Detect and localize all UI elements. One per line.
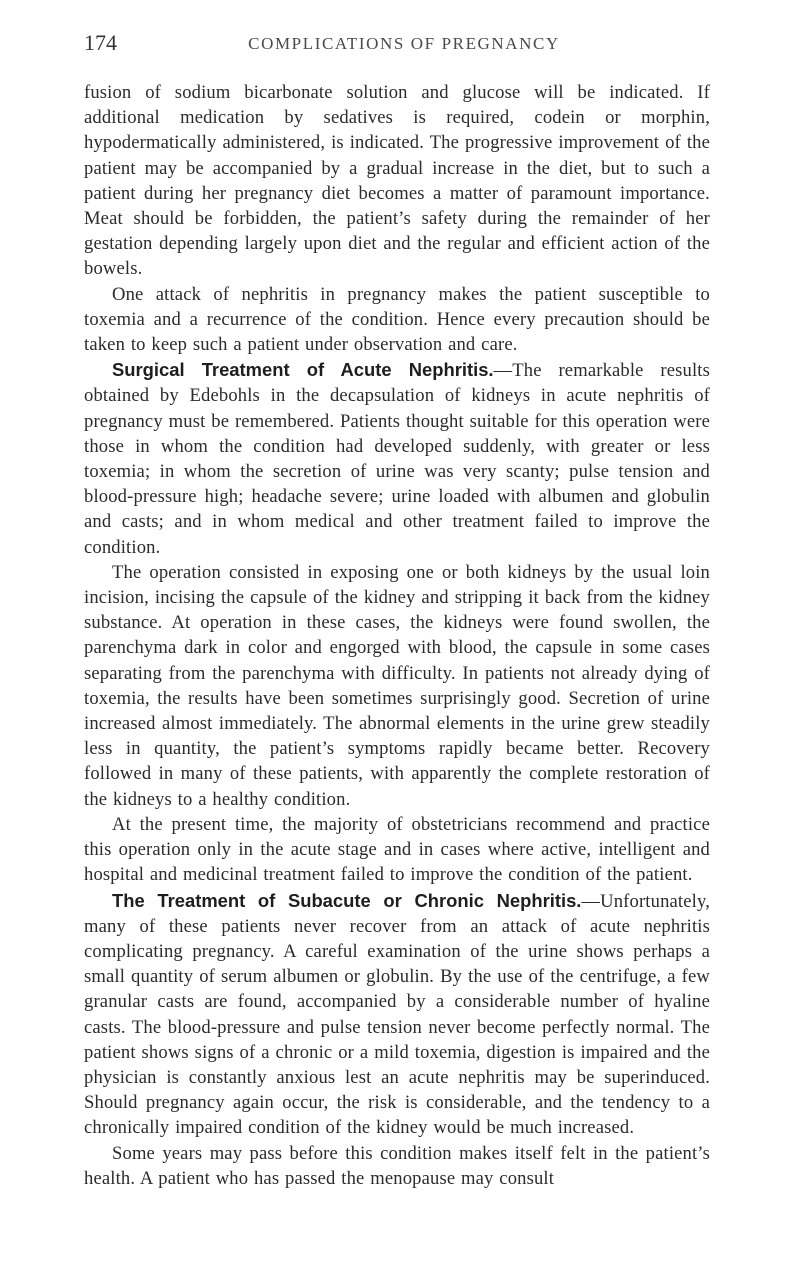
paragraph-years-pass	[84, 1141, 710, 1191]
paragraph-text: At the present time, the majority of obstetricians recommend and practice this operation only in the acute stage and in cases where active, intelligent and hospital and medicinal treatment failed to improve the condition of the patient.	[84, 813, 710, 886]
paragraph-text: The operation consisted in exposing one or both kidneys by the usual loin incision, incising the capsule of the kidney and stripping it back from the kidney substance. At operation in these cases, the kidneys were found swollen, the parenchyma dark in color and engorged with blood, the capsule in some cases separating from the parenchyma with difficulty. In patients not already dying of toxemia, the results have been sometimes surprisingly good. Secretion of urine increased almost immediately. The abnormal elements in the urine grew steadily less in quantity, the patient’s symptoms rapidly became better. Recovery followed in many of these patients, with apparently the complete restoration of the kidneys to a healthy condition.	[84, 561, 710, 810]
page-header	[84, 28, 724, 58]
page-number: 174	[84, 30, 117, 55]
paragraph-surgical-treatment	[84, 357, 710, 560]
paragraph-text: —Unfortunately, many of these patients never recover from an attack of acute nephritis complicating pregnancy. A careful examination of the urine shows perhaps a small quantity of serum albumen or globulin. By the use of the centrifuge, a few granular casts are found, accompanied by a considerable number of hyaline casts. The blood-pressure and pulse tension never become perfectly normal. The patient shows signs of a chronic or a mild toxemia, digestion is impaired and the physician is constantly anxious lest an acute nephritis may be superinduced. Should pregnancy again occur, the risk is considerable, and the tendency to a chronically impaired condition of the kidney would be much increased.	[84, 890, 710, 1139]
paragraph-text: Some years may pass before this condition makes itself felt in the patient’s health. A patient who has passed the menopause may consult	[84, 1142, 710, 1189]
section-heading-surgical-treatment: Surgical Treatment of Acute Nephritis.	[112, 359, 494, 381]
running-head: COMPLICATIONS OF PREGNANCY	[248, 34, 560, 53]
paragraph-text: One attack of nephritis in pregnancy makes the patient susceptible to toxemia and a recurrence of the condition. Hence every precaution should be taken to keep such a patient under observation and care.	[84, 283, 710, 356]
paragraph-recurrence	[84, 282, 710, 358]
paragraph-text: —The remarkable results obtained by Edebohls in the decapsulation of kidneys in acute nephritis of pregnancy must be remembered. Patients thought suitable for this operation were those in whom the condition had developed suddenly, with greater or less toxemia; in whom the secretion of urine was very scanty; pulse tension and blood-pressure high; headache severe; urine loaded with albumen and globulin and casts; and in whom medical and other treatment failed to improve the condition.	[84, 360, 710, 558]
paragraph-text: fusion of sodium bicarbonate solution and glucose will be indicated. If additional medication by sedatives is required, codein or morphin, hypodermatically administered, is indicated. The progressive improvement of the patient may be accompanied by a gradual increase in the diet, but to such a patient during her pregnancy diet becomes a matter of paramount importance. Meat should be forbidden, the patient’s safety during the remainder of her gestation depending largely upon diet and the regular and efficient action of the bowels.	[84, 82, 710, 280]
section-heading-chronic-nephritis: The Treatment of Subacute or Chronic Nephritis.	[112, 889, 582, 911]
paragraph-operation	[84, 560, 710, 812]
paragraph-diet-continuation	[84, 80, 710, 282]
paragraph-present-practice	[84, 812, 710, 888]
paragraph-chronic-nephritis	[84, 888, 710, 1141]
body-text	[84, 80, 710, 1191]
